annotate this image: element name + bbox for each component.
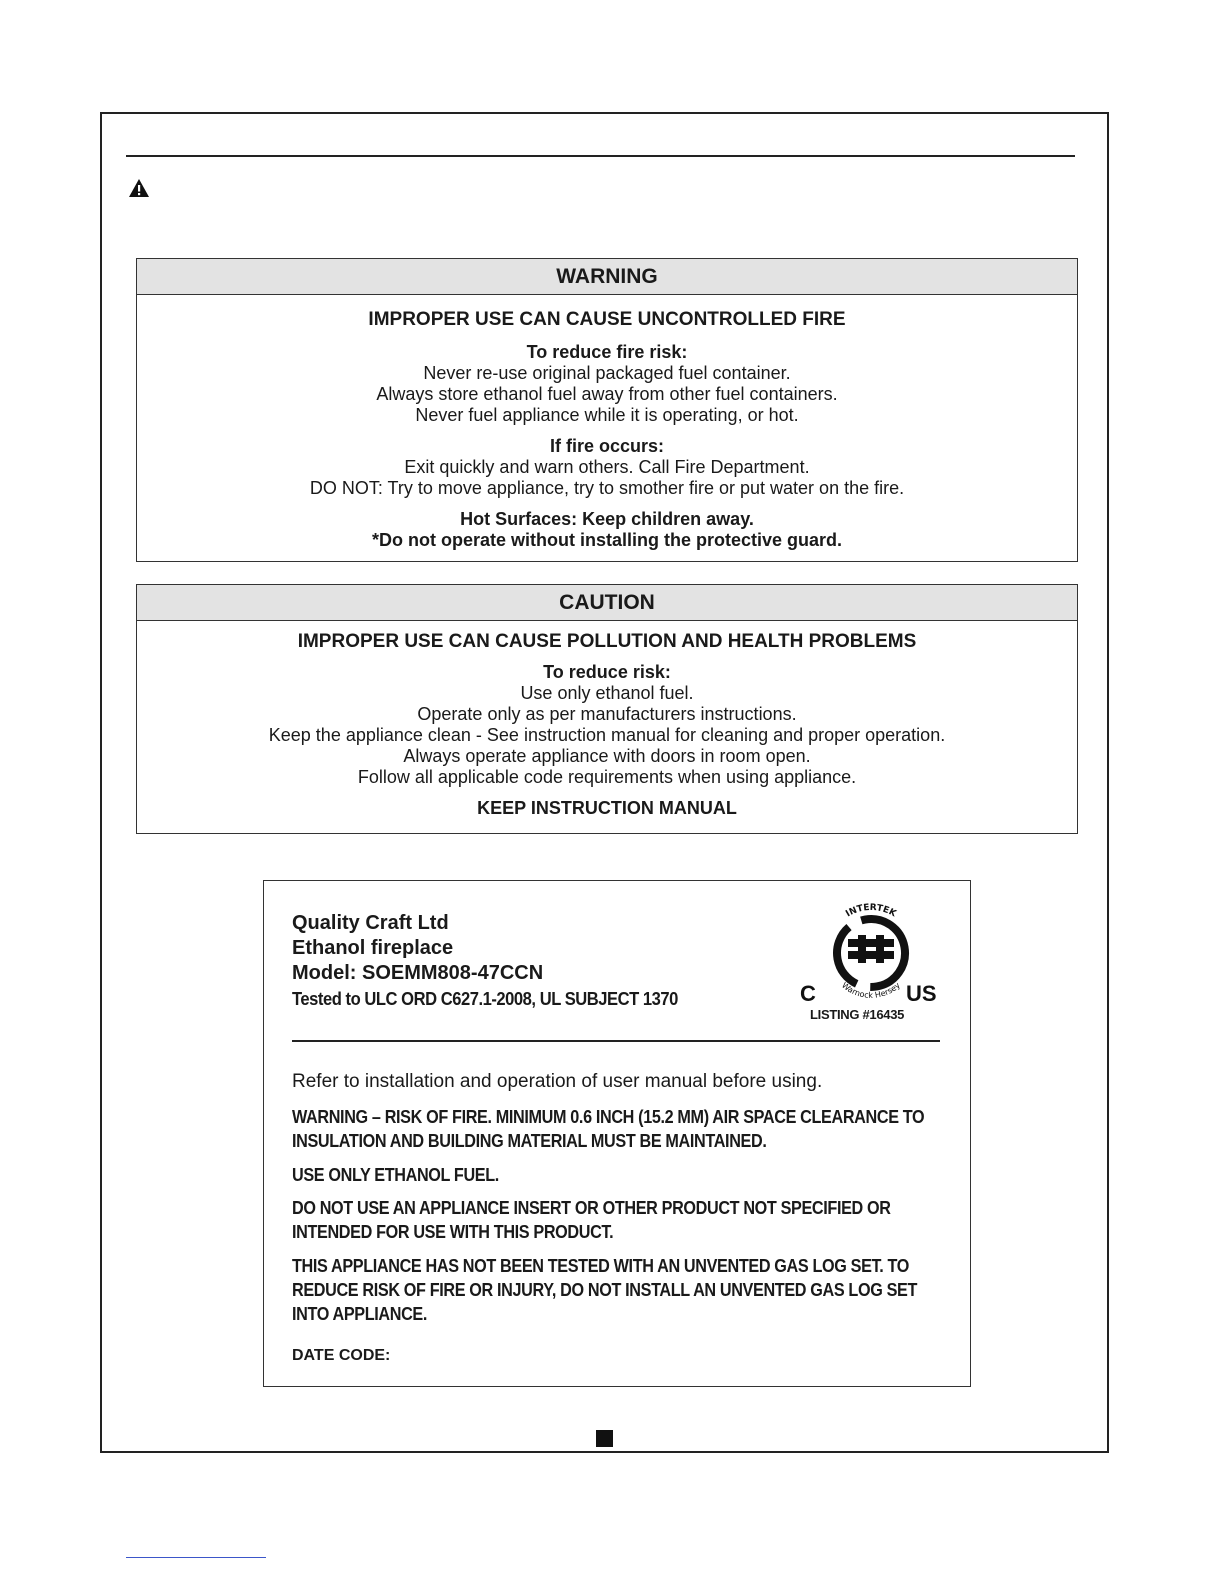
top-rule (126, 155, 1075, 157)
refer-manual: Refer to installation and operation of user manual before using. (292, 1071, 823, 1092)
logo-left-text: C (800, 981, 816, 1005)
square-marker-icon (596, 1430, 613, 1447)
model-number: Model: SOEMM808-47CCN (292, 962, 544, 984)
caution-box (136, 584, 1078, 834)
warning-hot-line: *Do not operate without installing the protective guard. (371, 530, 843, 550)
logo-bottom-text: Warnock Hersey (840, 980, 902, 1000)
gas-log-notice: THIS APPLIANCE HAS NOT BEEN TESTED WITH AN UNVENTED GAS LOG SET. TO REDUCE RISK OF FIRE OR INJURY, DO NOT INSTALL AN UNVENTED GAS LOG SET INTO APPLIANCE. (292, 1256, 918, 1324)
caution-headline: IMPROPER USE CAN CAUSE POLLUTION AND HEALTH PROBLEMS (297, 631, 917, 652)
caution-header: CAUTION (137, 585, 1077, 621)
warning-reduce-line: Never fuel appliance while it is operating, or hot. (415, 405, 799, 425)
fuel-notice: USE ONLY ETHANOL FUEL. (292, 1165, 499, 1185)
warning-box (136, 258, 1078, 562)
logo-top-text: INTERTEK (844, 902, 898, 920)
warning-clearance: WARNING – RISK OF FIRE. MINIMUM 0.6 INCH (15.2 MM) AIR SPACE CLEARANCE TO INSULATION AND BUILDING MATERIAL MUST BE MAINTAINED. (292, 1107, 925, 1151)
caution-line: Operate only as per manufacturers instructions. (417, 704, 797, 724)
warning-reduce-line: Never re-use original packaged fuel container. (423, 363, 791, 383)
warning-fire-line: Exit quickly and warn others. Call Fire Department. (404, 457, 810, 477)
warning-hot-line: Hot Surfaces: Keep children away. (460, 509, 754, 529)
rating-label (263, 880, 971, 1387)
footer-link-rule (126, 1557, 266, 1558)
caution-footer: KEEP INSTRUCTION MANUAL (477, 798, 737, 818)
caution-line: Always operate appliance with doors in room open. (403, 746, 811, 766)
warning-fire-title: If fire occurs: (549, 436, 665, 456)
company-name: Quality Craft Ltd (292, 912, 449, 934)
warning-reduce-line: Always store ethanol fuel away from other fuel containers. (376, 384, 838, 404)
caution-line: Use only ethanol fuel. (520, 683, 694, 703)
warning-triangle-icon (128, 178, 150, 198)
warning-fire-line: DO NOT: Try to move appliance, try to smother fire or put water on the fire. (309, 478, 905, 498)
tested-standard: Tested to ULC ORD C627.1-2008, UL SUBJECT 1370 (292, 989, 678, 1009)
caution-line: Follow all applicable code requirements when using appliance. (357, 767, 857, 787)
label-rule (292, 1040, 940, 1042)
caution-reduce-title: To reduce risk: (543, 662, 671, 682)
warning-headline: IMPROPER USE CAN CAUSE UNCONTROLLED FIRE (368, 309, 846, 330)
product-name: Ethanol fireplace (292, 937, 454, 959)
intertek-logo (796, 895, 946, 1005)
insert-notice: DO NOT USE AN APPLIANCE INSERT OR OTHER PRODUCT NOT SPECIFIED OR INTENDED FOR USE WITH THIS PRODUCT. (292, 1198, 891, 1242)
logo-right-text: US (906, 981, 937, 1005)
caution-line: Keep the appliance clean - See instruction manual for cleaning and proper operation. (268, 725, 946, 745)
listing-number: LISTING #16435 (810, 1007, 905, 1022)
warning-header: WARNING (137, 259, 1077, 295)
date-code: DATE CODE: (292, 1347, 391, 1364)
warning-reduce-title: To reduce fire risk: (526, 342, 688, 362)
